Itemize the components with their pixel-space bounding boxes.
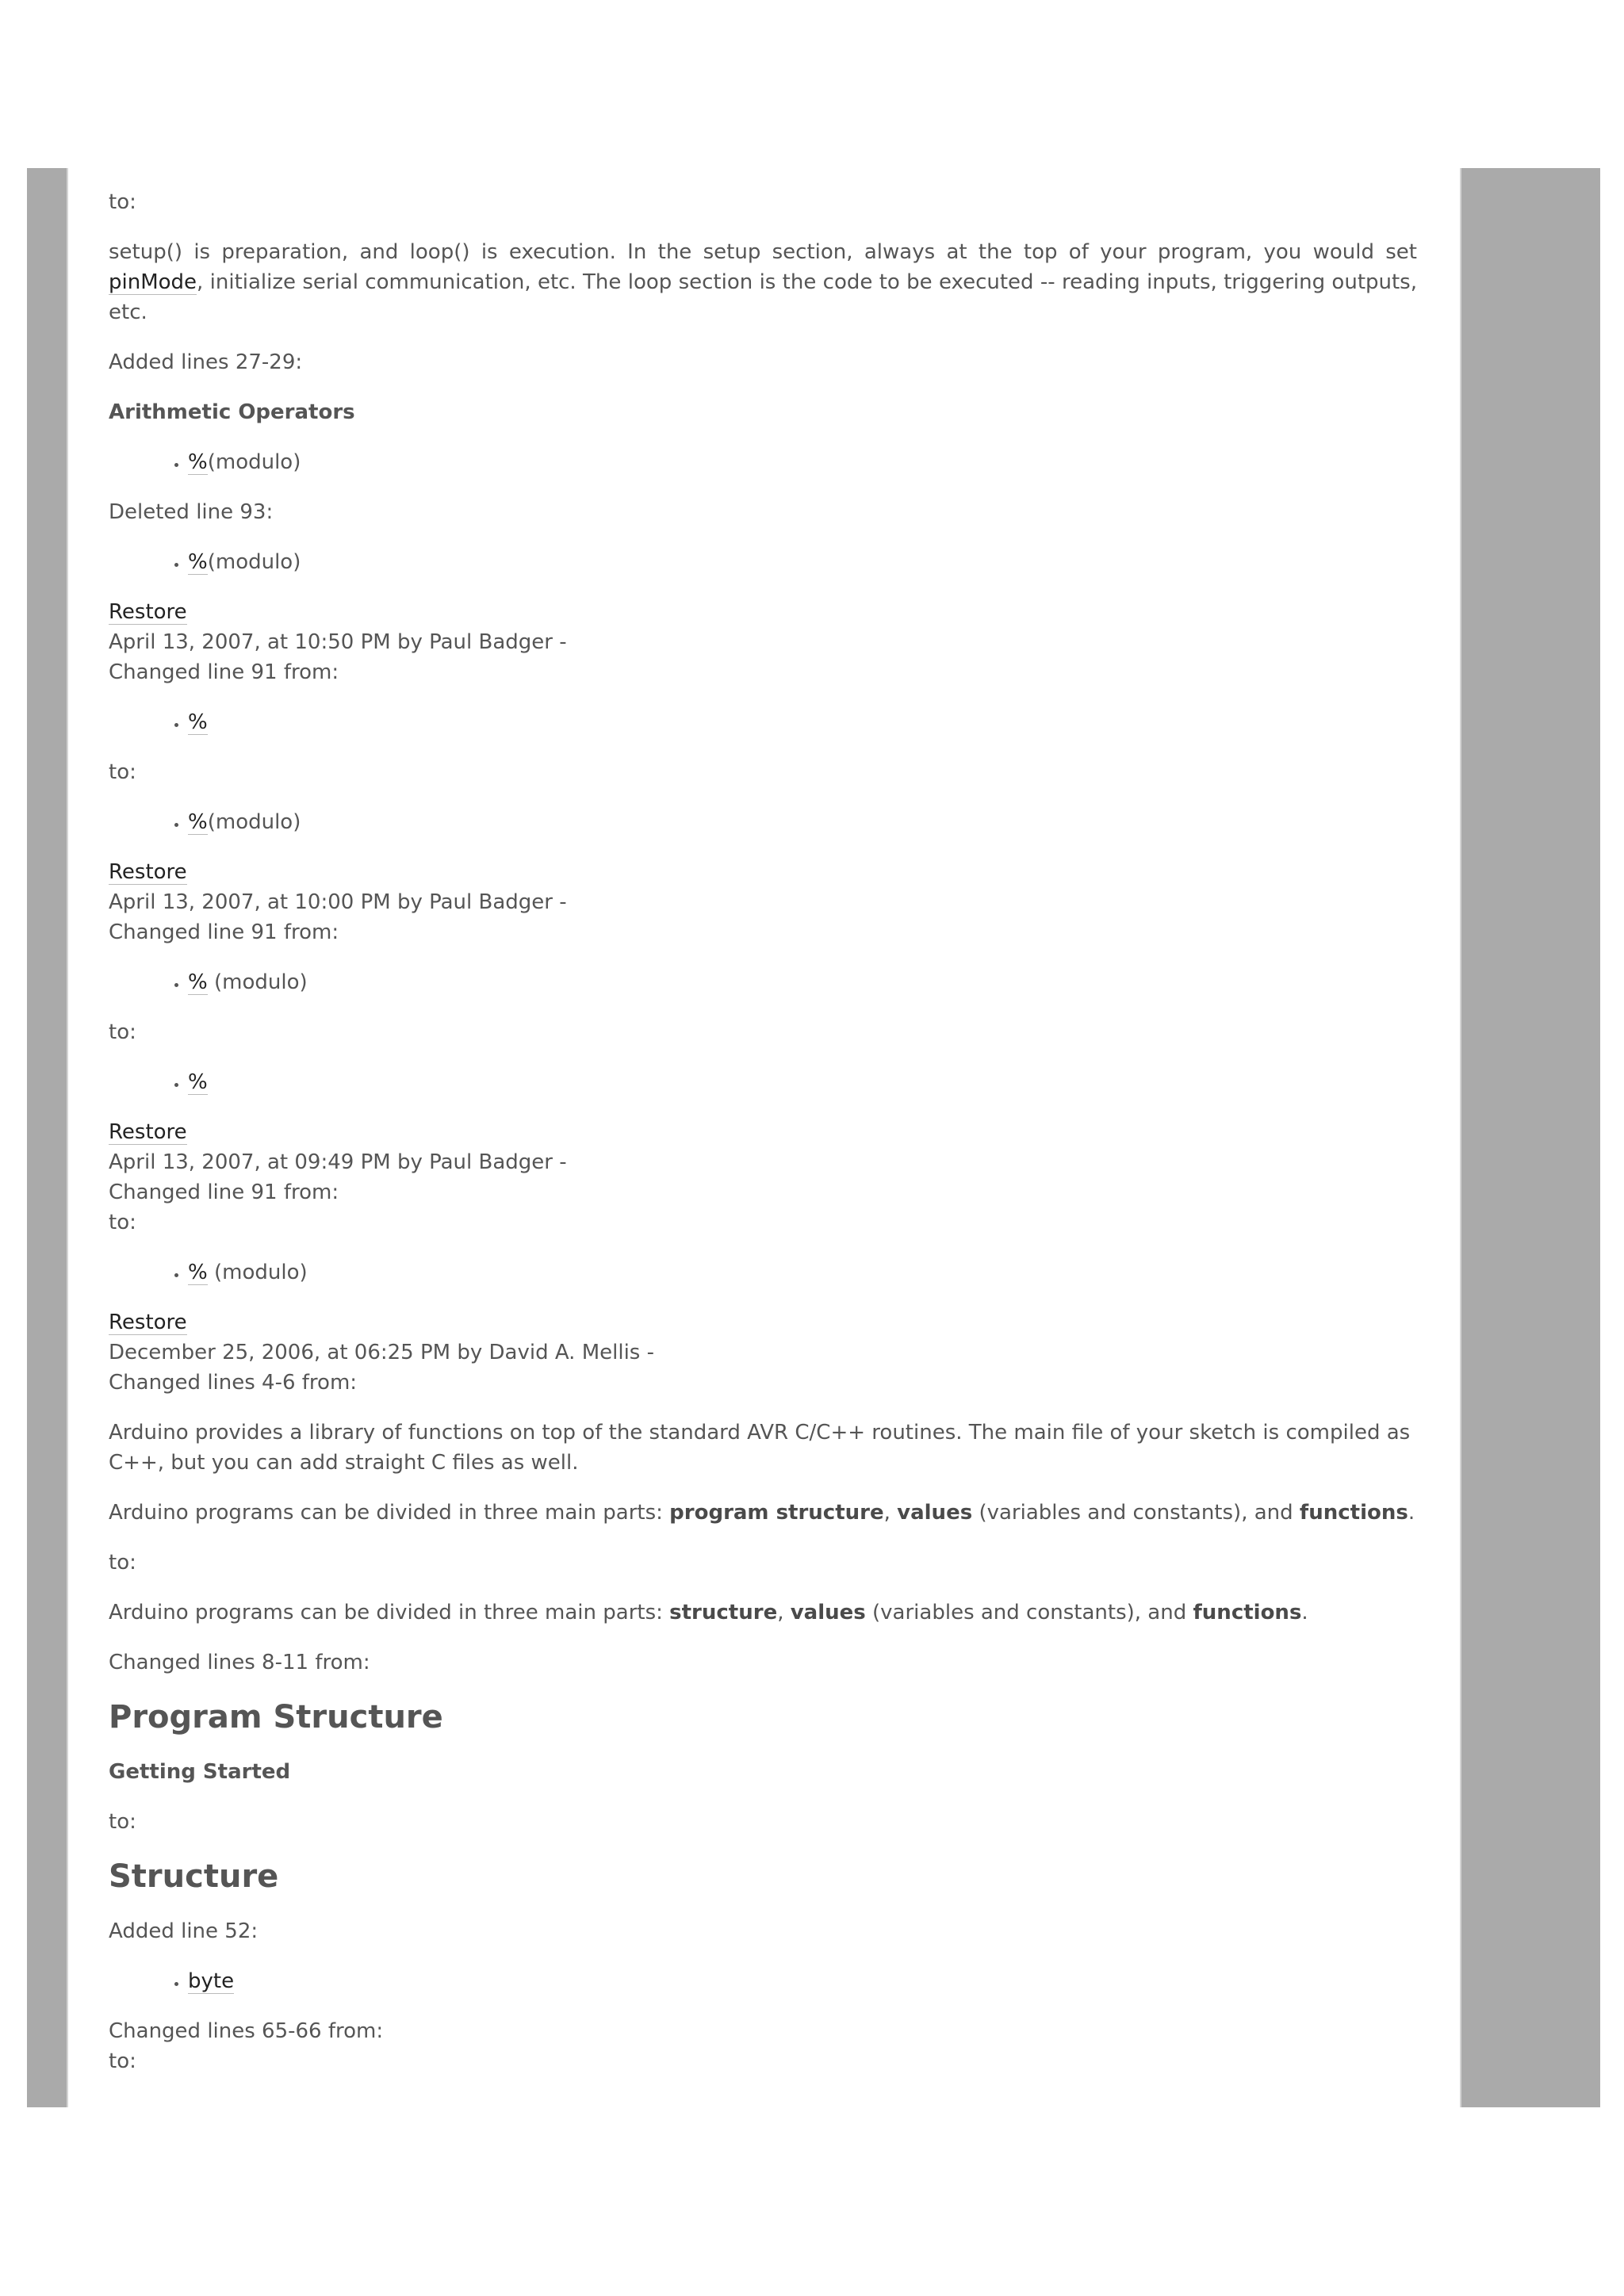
- diff-label: Changed lines 65-66 from:: [109, 2019, 384, 2043]
- program-structure-heading: Program Structure: [109, 1699, 443, 1735]
- bullet-list: [109, 1067, 1417, 1097]
- restore-link[interactable]: Restore: [109, 1120, 187, 1144]
- bullet-list: [109, 547, 1417, 577]
- diff-label: Added line 52:: [109, 1919, 259, 1943]
- list-item: [188, 1067, 1417, 1097]
- list-item: • %(modulo): [188, 547, 1417, 577]
- revision-entry: [109, 1307, 1417, 1337]
- diff-label: to:: [109, 190, 136, 214]
- modulo-link[interactable]: %: [188, 810, 208, 834]
- bullet-list: [109, 1257, 1417, 1288]
- bullet-list: [109, 447, 1417, 477]
- diff-label: to:: [109, 1810, 136, 1834]
- bullet-list: [109, 967, 1417, 997]
- modulo-link[interactable]: %: [188, 970, 208, 994]
- list-item: [188, 707, 1417, 737]
- modulo-link[interactable]: %: [188, 710, 208, 734]
- diff-label: to:: [109, 760, 136, 784]
- bullet-list: [109, 1966, 1417, 1996]
- diff-label: to:: [109, 2049, 136, 2073]
- restore-link[interactable]: Restore: [109, 1311, 187, 1334]
- list-item: • % (modulo): [188, 1257, 1417, 1288]
- right-sidebar-bar: [1460, 168, 1600, 2107]
- diff-label: to:: [109, 1551, 136, 1575]
- revision-meta: April 13, 2007, at 09:49 PM by Paul Badger -: [109, 1150, 567, 1174]
- revision-meta: December 25, 2006, at 06:25 PM by David A. Mellis -: [109, 1341, 654, 1364]
- diff-label: Changed line 91 from:: [109, 1181, 339, 1204]
- list-item: • %(modulo): [188, 447, 1417, 477]
- modulo-link[interactable]: %: [188, 450, 208, 474]
- revision-meta: April 13, 2007, at 10:00 PM by Paul Badger -: [109, 890, 567, 914]
- modulo-link[interactable]: %: [188, 1261, 208, 1284]
- left-sidebar-bar: [27, 168, 68, 2107]
- library-paragraph: Arduino provides a library of functions on top of the standard AVR C/C++ routines. The main file of your sketch is compiled as C++, but you can add straight C files as well.: [109, 1421, 1411, 1475]
- pinmode-link[interactable]: pinMode: [109, 270, 197, 294]
- byte-link[interactable]: byte: [188, 1969, 235, 1993]
- diff-label: to:: [109, 1020, 136, 1044]
- revision-meta: April 13, 2007, at 10:50 PM by Paul Badger -: [109, 630, 567, 654]
- revision-entry: [109, 1117, 1417, 1147]
- arithmetic-operators-heading: Arithmetic Operators: [109, 400, 355, 424]
- list-item: • % (modulo): [188, 967, 1417, 997]
- restore-link[interactable]: Restore: [109, 600, 187, 624]
- page-history-content: [109, 187, 1417, 2076]
- diff-label: Changed line 91 from:: [109, 660, 339, 684]
- parts-paragraph: Arduino programs can be divided in three main parts: program structure, values (variables and constants), and functions.: [109, 1501, 1415, 1525]
- diff-label: to:: [109, 1211, 136, 1234]
- parts-paragraph: Arduino programs can be divided in three main parts: structure, values (variables and constants), and functions.: [109, 1601, 1308, 1624]
- diff-label: Changed line 91 from:: [109, 920, 339, 944]
- diff-label: Deleted line 93:: [109, 500, 274, 524]
- modulo-link[interactable]: %: [188, 550, 208, 574]
- modulo-link[interactable]: %: [188, 1070, 208, 1094]
- structure-heading: Structure: [109, 1858, 279, 1895]
- getting-started-heading: Getting Started: [109, 1760, 291, 1784]
- bullet-list: [109, 707, 1417, 737]
- diff-label: Added lines 27-29:: [109, 350, 303, 374]
- diff-label: Changed lines 8-11 from:: [109, 1651, 370, 1674]
- setup-loop-paragraph: setup() is preparation, and loop() is execution. In the setup section, always at the top of your program, you would set pinMode, initialize serial communication, etc. The loop section is the code to be executed -- reading inputs, triggering outputs, etc.: [109, 240, 1417, 324]
- revision-entry: [109, 597, 1417, 627]
- diff-label: Changed lines 4-6 from:: [109, 1371, 358, 1395]
- list-item: • %(modulo): [188, 807, 1417, 837]
- list-item: [188, 1966, 1417, 1996]
- bullet-list: [109, 807, 1417, 837]
- restore-link[interactable]: Restore: [109, 860, 187, 884]
- revision-entry: [109, 857, 1417, 887]
